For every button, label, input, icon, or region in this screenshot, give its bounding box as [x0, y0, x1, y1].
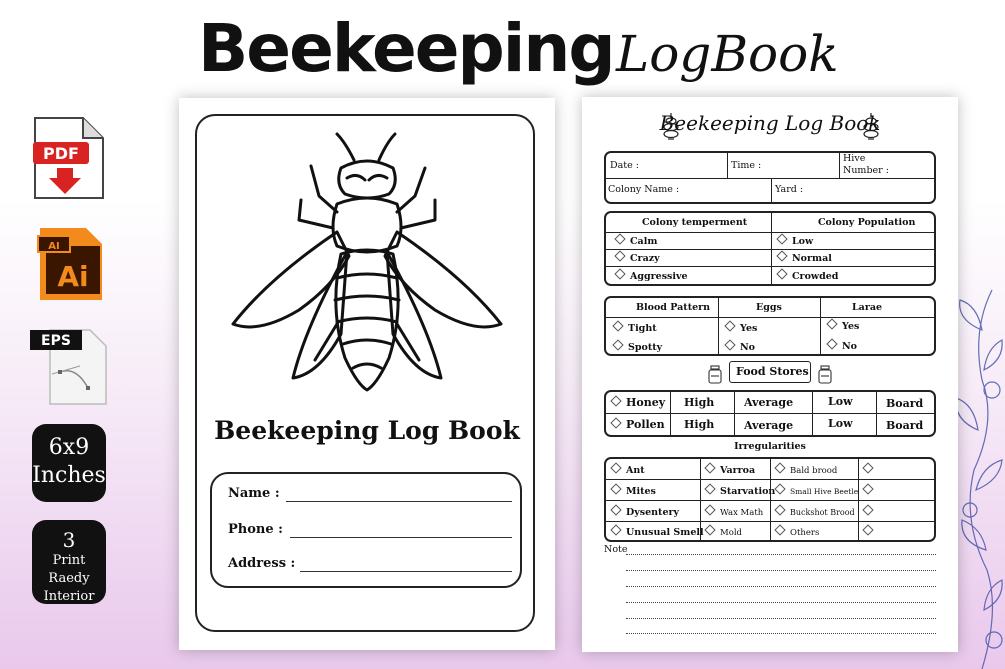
- cover-info-box: [210, 472, 522, 588]
- phone-label: Phone :: [228, 522, 283, 537]
- irreg-starvation[interactable]: Starvation: [706, 485, 775, 497]
- note-label: Note: [604, 544, 628, 555]
- irreg-blank-4[interactable]: [864, 526, 878, 538]
- population-header: Colony Population: [818, 217, 916, 228]
- hive-number-label: Number :: [843, 165, 889, 176]
- info-box: [604, 151, 936, 204]
- note-line[interactable]: [626, 633, 936, 634]
- food-pollen-low[interactable]: Low: [828, 417, 853, 430]
- size-badge: [32, 424, 106, 502]
- pdf-label: PDF: [43, 144, 79, 163]
- cover-title: Beekeeping Log Book: [214, 416, 520, 445]
- colony-box: [604, 211, 936, 286]
- cover-page: [179, 98, 555, 650]
- note-line[interactable]: [626, 554, 936, 555]
- irregularities-box: [604, 457, 936, 542]
- jar-icon: [708, 365, 722, 385]
- irreg-wax-math[interactable]: Wax Math: [706, 506, 763, 518]
- date-label[interactable]: Date :: [610, 160, 639, 171]
- time-label[interactable]: Time :: [731, 160, 762, 171]
- irreg-others[interactable]: Others: [776, 526, 819, 538]
- address-label: Address :: [228, 556, 296, 571]
- option-crazy[interactable]: Crazy: [616, 252, 660, 264]
- name-label: Name :: [228, 486, 280, 501]
- eggs-header: Eggs: [756, 302, 782, 313]
- food-honey-average[interactable]: Average: [744, 396, 794, 409]
- interior-line1: Print Raedy: [48, 553, 90, 586]
- note-line[interactable]: [626, 618, 936, 619]
- note-line[interactable]: [626, 570, 936, 571]
- main-title: Beekeeping: [198, 10, 614, 87]
- option-spotty[interactable]: Spotty: [614, 341, 662, 353]
- colony-name-label[interactable]: Colony Name :: [608, 184, 680, 195]
- size-line1: 6x9: [48, 435, 90, 460]
- food-stores-title: Food Stores: [736, 365, 809, 378]
- brood-box: [604, 296, 936, 356]
- food-honey-low[interactable]: Low: [828, 395, 853, 408]
- option-low[interactable]: Low: [778, 235, 813, 247]
- food-pollen-high[interactable]: High: [684, 418, 715, 431]
- option-larae-yes[interactable]: Yes: [828, 320, 859, 332]
- note-line[interactable]: [626, 586, 936, 587]
- food-pollen-board[interactable]: Board: [886, 419, 924, 432]
- blood-header: Blood Pattern: [636, 302, 711, 313]
- irreg-blank-3[interactable]: [864, 506, 878, 518]
- option-larae-no[interactable]: No: [828, 340, 857, 352]
- name-line[interactable]: [286, 501, 512, 502]
- floral-decoration: [952, 270, 1005, 669]
- irreg-small-hive-beetle[interactable]: Small Hive Beetle: [776, 485, 858, 496]
- irreg-buckshot-brood[interactable]: Buckshot Brood: [776, 506, 855, 517]
- irreg-blank-1[interactable]: [864, 464, 878, 476]
- option-calm[interactable]: Calm: [616, 235, 657, 247]
- food-honey[interactable]: Honey: [612, 396, 665, 409]
- option-aggressive[interactable]: Aggressive: [616, 270, 688, 282]
- option-eggs-no[interactable]: No: [726, 341, 755, 353]
- interior-badge: [32, 520, 106, 604]
- food-stores-box: [604, 390, 936, 437]
- ai-small-label: AI: [48, 241, 60, 252]
- ai-file-icon: [36, 226, 106, 302]
- temperament-header: Colony temperment: [642, 217, 748, 228]
- option-eggs-yes[interactable]: Yes: [726, 322, 757, 334]
- irreg-dysentery[interactable]: Dysentery: [612, 506, 679, 518]
- phone-line[interactable]: [290, 537, 512, 538]
- log-page: [582, 97, 958, 652]
- interior-line2: Interior: [43, 589, 95, 604]
- irreg-mold[interactable]: Mold: [706, 526, 742, 538]
- jar-icon: [818, 365, 832, 385]
- note-line[interactable]: [626, 602, 936, 603]
- irreg-varroa[interactable]: Varroa: [706, 464, 755, 476]
- option-normal[interactable]: Normal: [778, 252, 832, 264]
- food-pollen-average[interactable]: Average: [744, 419, 794, 432]
- hive-label[interactable]: Hive: [843, 153, 866, 164]
- main-subtitle: LogBook: [616, 25, 839, 83]
- eps-label: EPS: [41, 333, 71, 349]
- ai-label: Ai: [57, 260, 89, 293]
- food-honey-board[interactable]: Board: [886, 397, 924, 410]
- pdf-file-icon: [31, 116, 107, 202]
- irreg-mites[interactable]: Mites: [612, 485, 656, 497]
- interior-count: 3: [62, 528, 76, 552]
- irreg-ant[interactable]: Ant: [612, 464, 645, 476]
- larae-header: Larae: [852, 302, 883, 313]
- option-tight[interactable]: Tight: [614, 322, 657, 334]
- food-pollen[interactable]: Pollen: [612, 418, 665, 431]
- irregularities-title: Irregularities: [734, 441, 806, 452]
- irreg-blank-2[interactable]: [864, 485, 878, 497]
- bee-illustration: [229, 128, 505, 408]
- food-stores-title-box: [729, 361, 811, 383]
- eps-file-icon: [28, 326, 110, 406]
- address-line[interactable]: [300, 571, 512, 572]
- option-crowded[interactable]: Crowded: [778, 270, 838, 282]
- size-line2: Inches: [32, 463, 106, 488]
- yard-label[interactable]: Yard :: [775, 184, 804, 195]
- food-honey-high[interactable]: High: [684, 396, 715, 409]
- irreg-bald-brood[interactable]: Bald brood: [776, 464, 837, 476]
- log-title: Beekeeping Log Book: [659, 111, 881, 135]
- irreg-unusual-smell[interactable]: Unusual Smell: [612, 526, 704, 538]
